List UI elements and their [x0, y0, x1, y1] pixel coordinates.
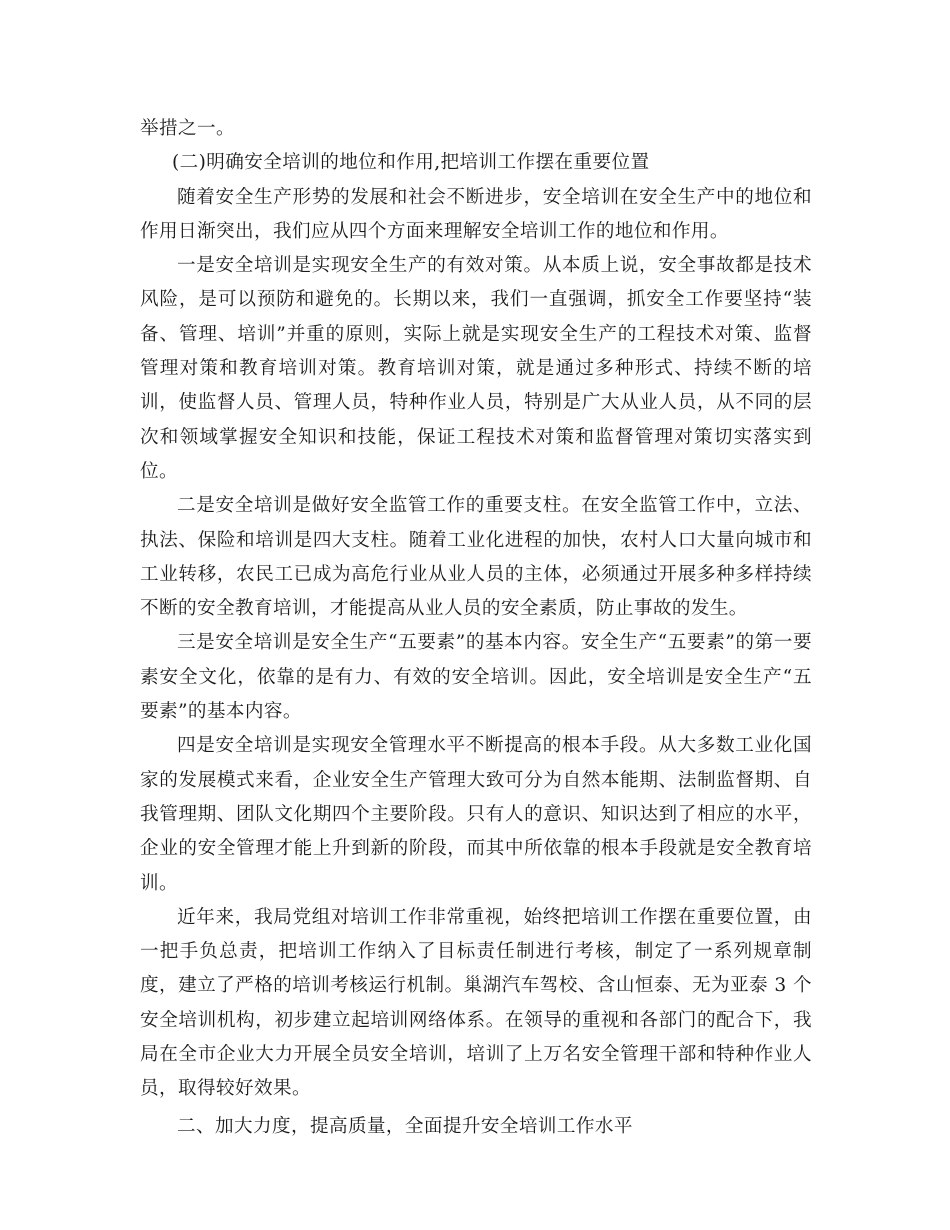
paragraph-continuation: 举措之一。 — [140, 118, 235, 139]
paragraph-point-1: 一是安全培训是实现安全生产的有效对策。从本质上说，安全事故都是技术风险，是可以预防和避免的。长期以来，我们一直强调，抓安全工作要坚持“装备、管理、培训”并重的原则，实际上就是实现安全生产的工程技术对策、监督管理对策和教育培训对策。教育培训对策，就是通过多种形式、持续不断的培训，使监督人员、管理人员，特种作业人员，特别是广大从业人员，从不同的层次和领域掌握安全知识和技能，保证工程技术对策和监督管理对策切实落实到位。 — [140, 255, 812, 482]
paragraph-point-2: 二是安全培训是做好安全监管工作的重要支柱。在安全监管工作中，立法、执法、保险和培训是四大支柱。随着工业化进程的加快，农村人口大量向城市和工业转移，农民工已成为高危行业从业人员的主体，必须通过开展多种多样持续不断的安全教育培训，才能提高从业人员的安全素质，防止事故的发生。 — [140, 495, 812, 620]
paragraph-point-3: 三是安全培训是安全生产“五要素”的基本内容。安全生产“五要素”的第一要素安全文化，依靠的是有力、有效的安全培训。因此，安全培训是安全生产“五要素”的基本内容。 — [140, 632, 812, 723]
paragraph-recent-years: 近年来，我局党组对培训工作非常重视，始终把培训工作摆在重要位置，由一把手负总责，把培训工作纳入了目标责任制进行考核，制定了一系列规章制度，建立了严格的培训考核运行机制。巢湖汽车驾校、含山恒泰、无为亚泰 3 个安全培训机构，初步建立起培训网络体系。在领导的重视和各部门的配合下，我局在全市企业大力开展全员安全培训，培训了上万名安全管理干部和特种作业人员，取得较好效果。 — [140, 906, 812, 1100]
paragraph-intro: 随着安全生产形势的发展和社会不断进步，安全培训在安全生产中的地位和作用日渐突出，我们应从四个方面来理解安全培训工作的地位和作用。 — [140, 186, 812, 242]
body-text — [140, 112, 812, 1144]
section-heading-2: (二)明确安全培训的地位和作用,把培训工作摆在重要位置 — [172, 152, 650, 174]
section-heading-two: 二、加大力度，提高质量，全面提升安全培训工作水平 — [177, 1115, 633, 1137]
paragraph-point-4: 四是安全培训是实现安全管理水平不断提高的根本手段。从大多数工业化国家的发展模式来看，企业安全生产管理大致可分为自然本能期、法制监督期、自我管理期、团队文化期四个主要阶段。只有人的意识、知识达到了相应的水平，企业的安全管理才能上升到新的阶段，而其中所依靠的根本手段就是安全教育培训。 — [140, 735, 812, 894]
